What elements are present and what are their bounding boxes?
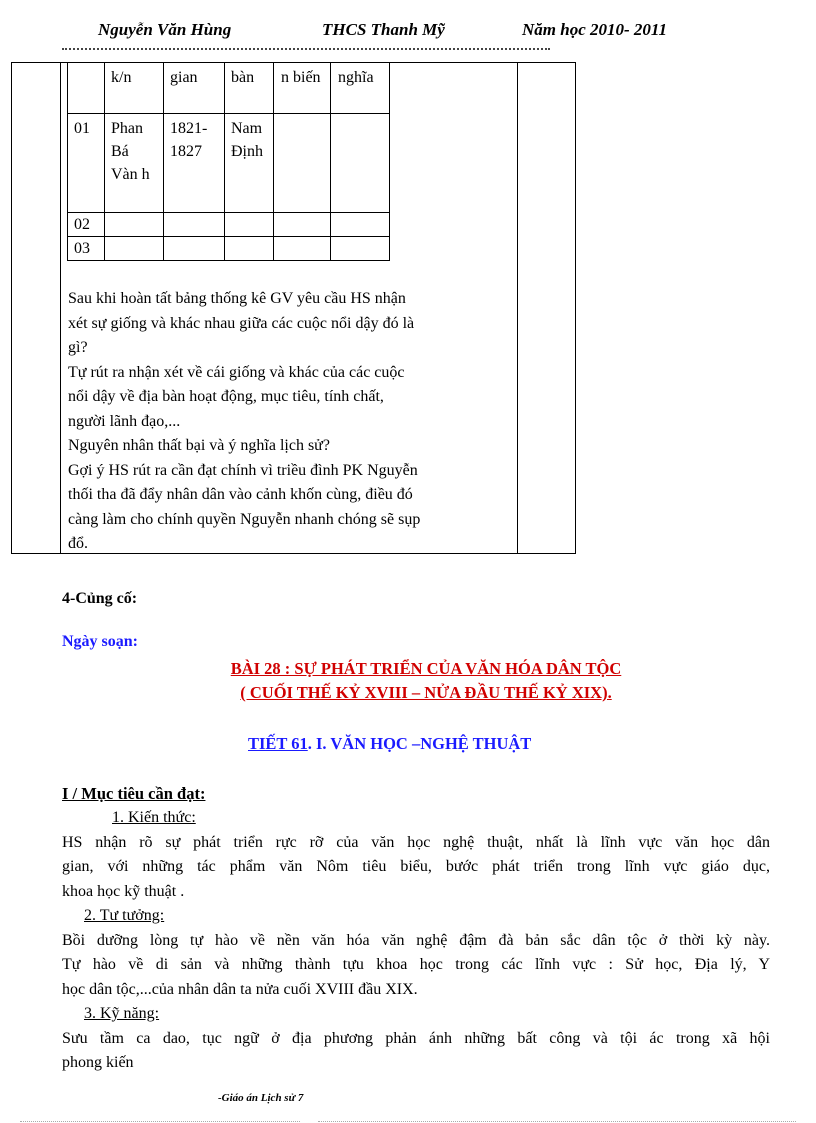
text-line: gian, với những tác phẩm văn Nôm tiêu biểu, bước phát triển trong lĩnh vực giáo dục, — [62, 858, 770, 875]
text-line: phong kiến — [62, 1054, 134, 1071]
table-row-place: Nam Định — [231, 120, 263, 160]
text-line: Tự hào về di sản và những thành tựu khoa học trong các lĩnh vực : Sử học, Địa lý, Y — [62, 956, 770, 973]
text-line: nổi dậy về địa bàn hoạt động, mục tiêu, tính chất, — [68, 388, 384, 405]
text-line: người lãnh đạo,... — [68, 412, 181, 430]
footer-label: -Giáo án Lịch sử 7 — [218, 1092, 304, 1104]
table-row-stt: 03 — [74, 240, 90, 257]
text-line: HS nhận rõ sự phát triển rực rỡ của văn học nghệ thuật, nhất là lĩnh vực văn học dân — [62, 833, 770, 851]
text-line: Gợi ý HS rút ra cần đạt chính vì triều đình PK Nguyễn — [68, 461, 418, 479]
table-row-time: 1821- 1827 — [170, 120, 208, 160]
table-row-stt: 01 — [74, 120, 90, 137]
text-line: khoa học kỹ thuật . — [62, 882, 185, 900]
period-label: TIẾT 61 — [248, 734, 308, 753]
text-line: gì? — [68, 339, 88, 356]
text-line: học dân tộc,...của nhân dân ta nửa cuối XVIII đầu XIX. — [62, 980, 418, 998]
section-heading-ideology: 2. Tư tưởng: — [84, 907, 165, 924]
header-year: Năm học 2010- 2011 — [522, 20, 667, 39]
col-header-meaning: nghĩa — [338, 69, 374, 86]
table-row-stt: 02 — [74, 216, 90, 233]
section-heading-knowledge: 1. Kiến thức: — [112, 809, 196, 826]
text-line: thối tha đã đẩy nhân dân vào cảnh khốn cùng, điều đó — [68, 486, 413, 503]
text-line: Sưu tầm ca dao, tục ngữ ở địa phương phản ánh những bất công và tội ác trong xã hội — [62, 1029, 770, 1047]
period-heading — [248, 734, 531, 754]
period-title: . I. VĂN HỌC –NGHỆ THUẬT — [307, 734, 532, 753]
consolidation-heading: 4-Củng cố: — [62, 590, 138, 607]
prep-date-label: Ngày soạn: — [62, 633, 139, 650]
col-header-place: bàn — [231, 69, 255, 86]
col-header-time: gian — [170, 69, 198, 86]
text-line: xét sự giống và khác nhau giữa các cuộc nổi dậy đó là — [68, 314, 415, 332]
text-line: đổ. — [68, 535, 88, 552]
table-row-name: Phan Bá Vàn h — [111, 120, 150, 183]
header-dotted-rule — [62, 44, 550, 50]
objectives-heading: I / Mục tiêu cần đạt: — [62, 784, 206, 803]
col-header-dev: n biến — [281, 69, 321, 86]
text-line: Tự rút ra nhận xét về cái giống và khác của các cuộc — [68, 363, 405, 381]
footer-rule-right — [318, 1121, 796, 1122]
text-line: Sau khi hoàn tất bảng thống kê GV yêu cầu HS nhận — [68, 290, 406, 307]
text-line: Nguyên nhân thất bại và ý nghĩa lịch sử? — [68, 437, 330, 454]
text-line: Bồi dưỡng lòng tự hào về nền văn hóa văn nghệ đậm đà bản sắc dân tộc ở thời kỳ này. — [62, 931, 770, 949]
col-header-name: k/n — [111, 69, 132, 86]
section-heading-skills: 3. Kỹ năng: — [84, 1005, 160, 1022]
activity-text — [68, 287, 518, 557]
text-line: càng làm cho chính quyền Nguyễn nhanh chóng sẽ sụp — [68, 510, 421, 528]
footer-rule-left — [20, 1121, 300, 1122]
header-school: THCS Thanh Mỹ — [322, 20, 445, 39]
lesson-title-line1: BÀI 28 : SỰ PHÁT TRIỂN CỦA VĂN HÓA DÂN TỘC — [230, 659, 622, 678]
objectives-body — [62, 806, 770, 1076]
lesson-title-line2: ( CUỐI THẾ KỶ XVIII – NỬA ĐẦU THẾ KỶ XIX). — [240, 683, 612, 702]
header-author: Nguyễn Văn Hùng — [98, 20, 232, 39]
